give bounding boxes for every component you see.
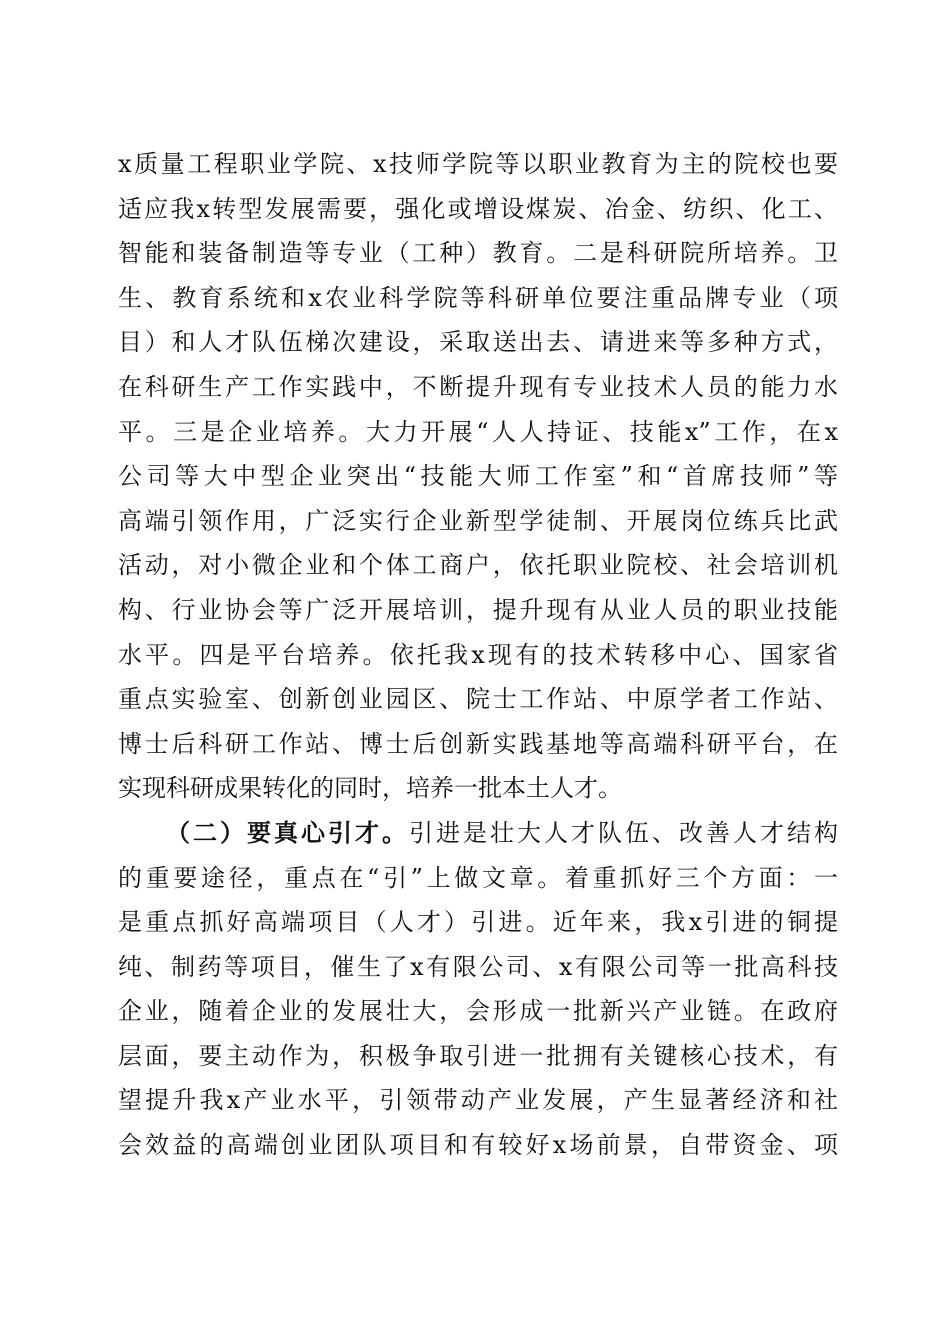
text-line: 目）和人才队伍梯次建设，采取送出去、请进来等多种方式， [118, 328, 838, 357]
text-line-rest: 引进是壮大人才队伍、改善人才结构 [409, 818, 838, 847]
text-line: 在科研生产工作实践中，不断提升现有专业技术人员的能力水 [118, 372, 838, 401]
text-line: 重点实验室、创新创业园区、院士工作站、中原学者工作站、 [118, 685, 838, 714]
text-line: x质量工程职业学院、x技师学院等以职业教育为主的院校也要 [118, 150, 838, 178]
text-line: 是重点抓好高端项目（人才）引进。近年来，我x引进的铜提 [118, 908, 838, 937]
text-line: 的重要途径，重点在“引”上做文章。着重抓好三个方面：一 [118, 863, 838, 892]
text-line: 活动，对小微企业和个体工商户，依托职业院校、社会培训机 [118, 551, 838, 580]
text-line: 会效益的高端创业团队项目和有较好x场前景，自带资金、项 [118, 1131, 838, 1160]
section-heading-line [118, 811, 838, 856]
document-body [118, 142, 838, 1168]
text-line: 望提升我x产业水平，引领带动产业发展，产生显著经济和社 [118, 1086, 838, 1115]
text-line: 适应我x转型发展需要，强化或增设煤炭、冶金、纺织、化工、 [118, 194, 838, 223]
text-line: 纯、制药等项目，催生了x有限公司、x有限公司等一批高科技 [118, 952, 838, 981]
section-heading: （二）要真心引才。 [166, 817, 409, 847]
text-line: 企业，随着企业的发展壮大，会形成一批新兴产业链。在政府 [118, 997, 838, 1026]
text-line: 公司等大中型企业突出“技能大师工作室”和“首席技师”等 [118, 462, 838, 491]
text-line: 实现科研成果转化的同时，培养一批本土人才。 [118, 774, 622, 803]
text-line: 高端引领作用，广泛实行企业新型学徒制、开展岗位练兵比武 [118, 506, 838, 535]
text-line: 平。三是企业培养。大力开展“人人持证、技能x”工作，在x [118, 417, 838, 446]
text-line: 水平。四是平台培养。依托我x现有的技术转移中心、国家省 [118, 640, 838, 669]
paragraph-training [118, 142, 838, 811]
text-line: 博士后科研工作站、博士后创新实践基地等高端科研平台，在 [118, 729, 838, 758]
paragraph-talent-introduction [118, 811, 838, 1168]
text-line: 构、行业协会等广泛开展培训，提升现有从业人员的职业技能 [118, 595, 838, 624]
text-line: 智能和装备制造等专业（工种）教育。二是科研院所培养。卫 [118, 239, 838, 268]
text-line: 层面，要主动作为，积极争取引进一批拥有关键核心技术，有 [118, 1041, 838, 1070]
text-line: 生、教育系统和x农业科学院等科研单位要注重品牌专业（项 [118, 283, 838, 312]
